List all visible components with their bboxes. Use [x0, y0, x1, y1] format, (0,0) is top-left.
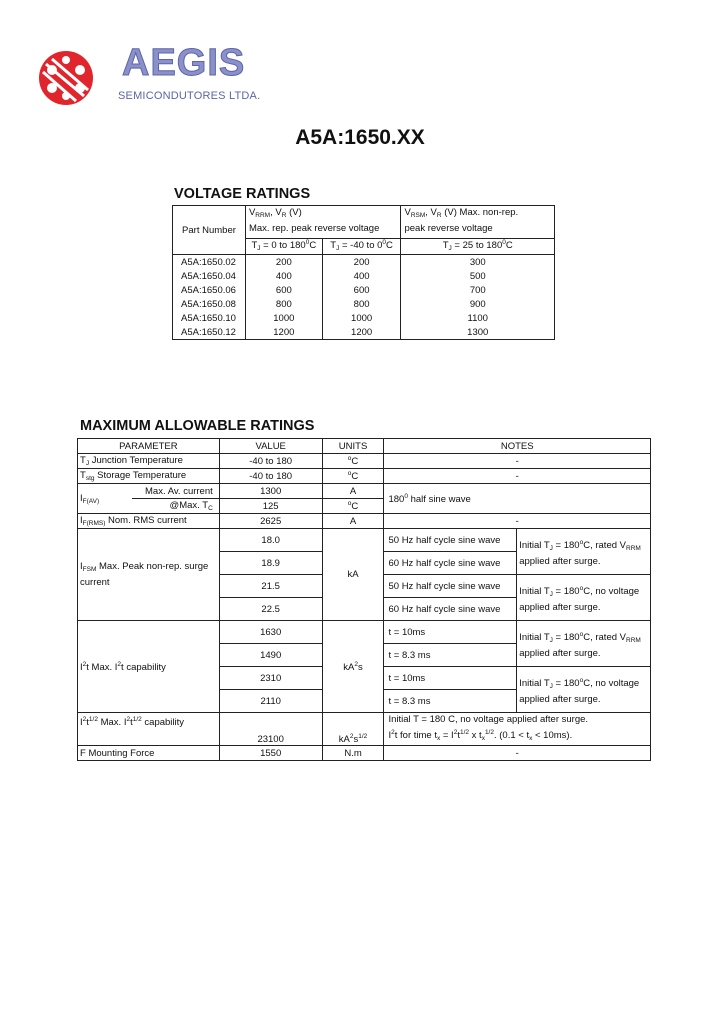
voltage-ratings-table — [172, 205, 555, 340]
table-row: 2110 t = 8.3 ms — [78, 690, 651, 713]
table-row: @Max. $T_C$ 125 $^o$C — [78, 499, 651, 514]
table-row: 18.9 60 Hz half cycle sine wave — [78, 552, 651, 575]
table-row: $I_{F(RMS)}$ Nom. RMS current 2625 A - — [78, 514, 651, 529]
value-header: VALUE — [219, 439, 322, 454]
table-row: 21.5 50 Hz half cycle sine wave Initial $T_J = 180^oC$, no voltage applied after surge. — [78, 575, 651, 598]
condition-1-header: $T_J = 0$ to $180^0C$ — [245, 239, 322, 255]
brand-subtitle: SEMICONDUTORES LTDA. — [118, 90, 261, 102]
max-ratings-table — [77, 438, 651, 761]
parameter-header: PARAMETER — [78, 439, 220, 454]
table-row: 1490 t = 8.3 ms — [78, 644, 651, 667]
part-number-header: Part Number — [173, 206, 246, 255]
brand-logo-icon — [38, 50, 94, 106]
table-row: 22.5 60 Hz half cycle sine wave — [78, 598, 651, 621]
table-row: $I_{FSM}$ Max. Peak non-rep. surge current 18.0 kA 50 Hz half cycle sine wave Initial $T_J = 180^oC$, rated $V_{RRM}$ applied after surge. — [78, 529, 651, 552]
table-row: A5A:1650.08 800 800 900 — [173, 297, 555, 311]
table-row: $T_J$ Junction Temperature -40 to 180 $^o$C - — [78, 454, 651, 469]
table-row: $I^2t$ Max. $I^2t$ capability 1630 $kA^2s$ t = 10ms Initial $T_J = 180^oC$, rated $V_{RRM}$ applied after surge. — [78, 621, 651, 644]
table-row: $I^2t^{1/2}$ Max. $I^2t^{1/2}$ capability 23100 $kA^2s^{1/2}$ Initial T = 180 C, no voltage applied after surge. $I^2t$ for time $t_x = I^2t^{1/2}$ x $t_x^{1/2}$. $(0.1 < t_x < 10ms)$. — [78, 713, 651, 746]
vrsm-header: $V_{RSM}$, $V_R$ (V) Max. non-rep. peak reverse voltage — [401, 206, 555, 239]
notes-header: NOTES — [384, 439, 651, 454]
vrrm-header: $V_{RRM}$, $V_R$ (V) Max. rep. peak reverse voltage — [245, 206, 401, 239]
condition-2-header: $T_J = -40$ to $0^0C$ — [322, 239, 401, 255]
max-ratings-title: MAXIMUM ALLOWABLE RATINGS — [80, 418, 315, 434]
voltage-ratings-title: VOLTAGE RATINGS — [174, 186, 311, 202]
table-row: $I_{F(AV)}$ Max. Av. current 1300 A $180^0$ half sine wave — [78, 484, 651, 499]
table-row: 2310 t = 10ms Initial $T_J = 180^oC$, no voltage applied after surge. — [78, 667, 651, 690]
table-row: $T_{stg}$ Storage Temperature -40 to 180 $^o$C - — [78, 469, 651, 484]
table-row: A5A:1650.10 1000 1000 1100 — [173, 311, 555, 325]
brand-name: AEGIS — [122, 42, 246, 84]
table-row: A5A:1650.12 1200 1200 1300 — [173, 325, 555, 340]
table-row: A5A:1650.02 200 200 300 — [173, 255, 555, 270]
condition-3-header: $T_J = 25$ to $180^0C$ — [401, 239, 555, 255]
units-header: UNITS — [322, 439, 384, 454]
table-row: F Mounting Force 1550 N.m - — [78, 746, 651, 761]
table-header-row — [78, 439, 651, 454]
table-row: A5A:1650.06 600 600 700 — [173, 283, 555, 297]
table-row: A5A:1650.04 400 400 500 — [173, 269, 555, 283]
document-title: A5A:1650.XX — [295, 126, 425, 149]
